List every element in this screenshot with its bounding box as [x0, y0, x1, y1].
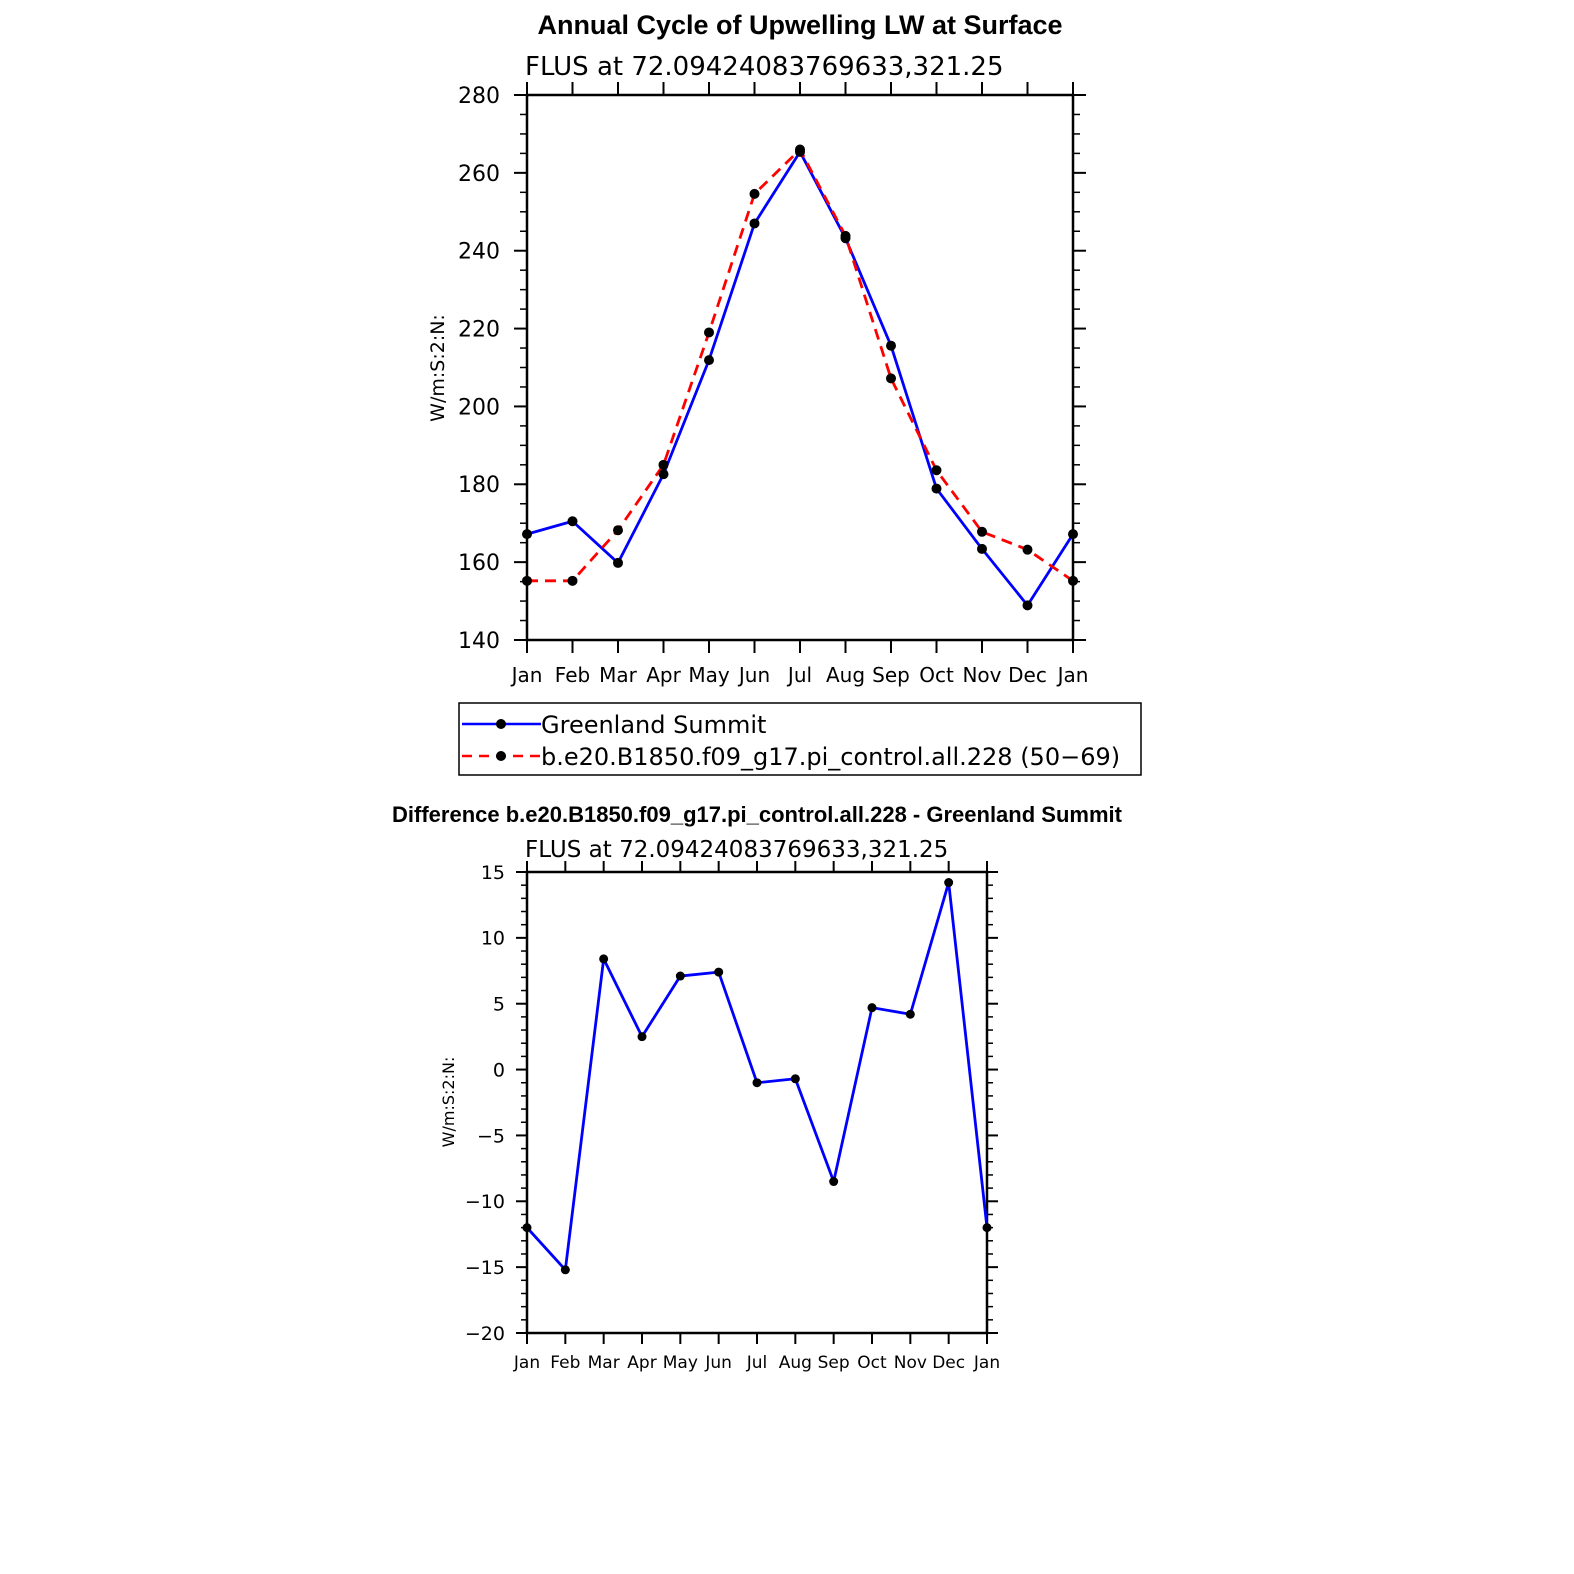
chart1-series-1-point [1023, 545, 1033, 555]
chart1-series-0-point [1023, 600, 1033, 610]
chart1-y-axis-label: W/m:S:2:N: [427, 314, 449, 422]
chart1-y-tick-label: 140 [458, 628, 500, 654]
chart2-x-tick-label: Jul [746, 1353, 768, 1373]
chart1-x-tick-label: Apr [646, 663, 681, 687]
chart1-series-0-point [932, 484, 942, 494]
chart2-y-tick-label: −5 [476, 1125, 505, 1148]
chart2-x-tick-label: May [662, 1353, 698, 1373]
chart2-x-tick-label: Mar [587, 1353, 620, 1373]
chart2-x-tick-label: Jun [705, 1353, 732, 1373]
chart1-title: Annual Cycle of Upwelling LW at Surface [537, 10, 1063, 40]
chart2-series-0-point [983, 1223, 992, 1232]
chart1-series-0-point [886, 341, 896, 351]
chart1-series-1-point [1068, 576, 1078, 586]
chart2-x-tick-label: Jan [973, 1353, 1001, 1373]
chart1-series-1-line [527, 150, 1073, 581]
chart1-x-tick-label: Feb [554, 663, 591, 687]
chart1-x-tick-label: Aug [825, 663, 866, 687]
chart1-x-tick-label: Oct [919, 663, 954, 687]
chart2-x-tick-label: Oct [857, 1353, 887, 1373]
chart2-series-0-line [527, 883, 987, 1270]
chart1-subtitle: FLUS at 72.09424083769633,321.25 [525, 52, 1004, 82]
chart2-x-tick-label: Sep [817, 1353, 850, 1373]
chart1-y-tick-label: 200 [458, 395, 500, 421]
chart2-series-0-point [638, 1032, 647, 1041]
chart2-series-0-point [676, 972, 685, 981]
chart2-series-0-point [944, 878, 953, 887]
chart2-y-tick-label: −15 [464, 1256, 505, 1279]
chart1-series-0-point [977, 544, 987, 554]
chart1-series-1-point [522, 576, 532, 586]
legend-label-greenland-summit: Greenland Summit [541, 711, 767, 739]
chart1-y-tick-label: 260 [458, 161, 500, 187]
chart2-x-tick-label: Dec [932, 1353, 966, 1373]
chart1-y-tick-label: 180 [458, 473, 500, 499]
chart2-series-0-point [868, 1003, 877, 1012]
chart2-x-tick-label: Aug [778, 1353, 812, 1373]
chart1-y-tick-label: 280 [458, 83, 500, 109]
chart1-series-0-point [659, 469, 669, 479]
chart2-y-tick-label: 15 [480, 861, 505, 884]
chart1-x-tick-label: Dec [1008, 663, 1047, 687]
chart2-title: Difference b.e20.B1850.f09_g17.pi_control.all.228 - Greenland Summit [392, 802, 1122, 827]
chart1-x-tick-label: Sep [872, 663, 910, 687]
chart1-x-tick-label: Mar [599, 663, 637, 687]
chart1-series-1-point [977, 527, 987, 537]
chart2-x-tick-label: Feb [550, 1353, 581, 1373]
chart1-series-1-point [932, 465, 942, 475]
chart1-series-1-point [841, 231, 851, 241]
legend-marker-control [496, 751, 506, 761]
chart1-series-0-point [568, 516, 578, 526]
chart1-series-0-point [522, 529, 532, 539]
chart1-series-1-point [795, 145, 805, 155]
chart2-series-0-point [523, 1223, 532, 1232]
chart1-legend [459, 703, 1141, 775]
chart2-series-0-point [829, 1177, 838, 1186]
chart2-series-0-point [753, 1078, 762, 1087]
chart2-series-0-point [906, 1010, 915, 1019]
chart1-series-1-point [704, 327, 714, 337]
chart1-x-tick-label: Nov [962, 663, 1002, 687]
chart1-series-0-point [704, 355, 714, 365]
chart1-x-tick-label: Jan [511, 663, 543, 687]
chart2-series-0-point [561, 1265, 570, 1274]
chart1-x-tick-label: Jan [1057, 663, 1089, 687]
legend-label-control: b.e20.B1850.f09_g17.pi_control.all.228 (50−69) [541, 743, 1121, 771]
chart2-x-tick-label: Nov [893, 1353, 927, 1373]
chart1-y-tick-label: 160 [458, 551, 500, 577]
chart1-x-tick-label: Jun [738, 663, 771, 687]
chart1-series-0-point [750, 218, 760, 228]
chart2-y-tick-label: 10 [480, 927, 505, 950]
chart2-y-axis-label: W/m:S:2:N: [439, 1056, 458, 1148]
chart1-series-0-point [1068, 529, 1078, 539]
chart2-series-0-point [714, 968, 723, 977]
chart1-x-tick-label: May [688, 663, 730, 687]
chart2-series-0-point [599, 954, 608, 963]
chart1-series-0-line [527, 152, 1073, 606]
chart1-series-0-point [613, 558, 623, 568]
chart2-x-tick-label: Jan [513, 1353, 541, 1373]
chart1-series-1-point [568, 576, 578, 586]
chart1-y-tick-label: 220 [458, 317, 500, 343]
chart2-subtitle: FLUS at 72.09424083769633,321.25 [525, 837, 949, 863]
chart1-series-1-point [613, 525, 623, 535]
chart2-y-tick-label: −10 [464, 1191, 505, 1214]
chart2-x-tick-label: Apr [627, 1353, 657, 1373]
chart2-y-tick-label: 5 [492, 993, 505, 1016]
legend-marker-greenland-summit [496, 719, 506, 729]
chart2-series-0-point [791, 1074, 800, 1083]
chart1-x-tick-label: Jul [787, 663, 813, 687]
chart1-y-tick-label: 240 [458, 239, 500, 265]
chart2-y-tick-label: 0 [492, 1059, 505, 1082]
chart1-series-1-point [659, 460, 669, 470]
chart2-plot-frame [527, 872, 987, 1333]
chart1-series-1-point [750, 189, 760, 199]
chart1-series-1-point [886, 373, 896, 383]
chart2-y-tick-label: −20 [464, 1322, 505, 1345]
